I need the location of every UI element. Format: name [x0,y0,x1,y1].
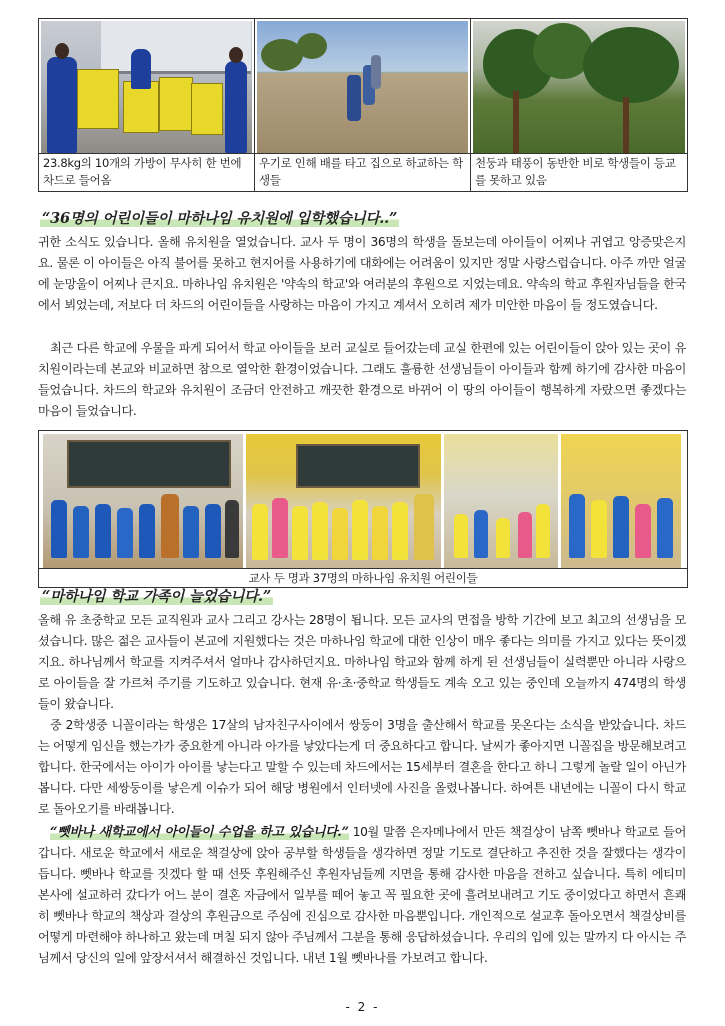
top-photo-cell-3 [471,19,687,191]
rainy-trees-photo [473,21,685,153]
kindergarten-photo-box [38,430,688,588]
section1-paragraph-2: 최근 다른 학교에 우물을 파게 되어서 학교 아이들을 보러 교실로 들어갔는데 교실 한편에 있는 어린이들이 앉아 있는 곳이 유치원이라는데 본교와 비교하면 참으로 열악한 환경이었습니다. 그래도 훌륭한 선생님들이 아이들과 함께 하기에 감사한 마음이 들었습니다. 차드의 학교와 유치원이 조금더 안전하고 깨끗한 환경으로 바뀌어 이 땅의 아이들이 행복하게 자랐으면 좋겠다는 마음이 들었습니다. [38,341,686,418]
flooded-road-photo [257,21,468,153]
kindergarten-class-photo-3 [444,434,557,568]
kindergarten-photo-caption: 교사 두 명과 37명의 마하나임 유치원 어린이들 [39,568,687,587]
section2-paragraph-2: 중 2학생중 니꼴이라는 학생은 17살의 남자친구사이에서 쌍둥이 3명을 출산해서 학교를 못온다는 소식을 받았습니다. 차드는 어떻게 임신을 했는가가 중요한게 아니라 아가를 낳았다는게 더 중요하다고 합니다. 날씨가 좋아지면 니꼴집을 방문해보려고 합니다. 한국에서는 아이가 아이를 낳는다고 말할 수 있는데 차드에서는 15세부터 결혼을 한다고 하니 그렇게 놀랄 일이 아닌가봅니다. 다만 세쌍둥이를 낳은게 이슈가 되어 해당 병원에서 인터넷에 사진을 올렸나봅니다. 하여튼 내년에는 니꼴이 다시 학교로 돌아오기를 바래봅니다. [38,718,686,816]
section2-heading: “마하나임 학교 가족이 늘었습니다.” [42,588,271,605]
section3-body: 나 학교로 들어갑니다. 새로운 학교에서 새로운 책걸상에 앉아 공부할 학생들을 생각하면 정말 기도로 결단하고 추진한 것을 잘했다는 생각이 듭니다. 뻿바나 학교를 짓겠다 할 때 선뜻 후원해주신 후원자님들께 지면을 통해 감사한 마음을 전하고 싶습니다. 특히 에티미 본사에 설교하러 갔다가 어느 분이 결혼 자금에서 일부를 떼어 놓고 꼭 필요한 곳에 흘려보내려고 기도 중이었다고 하면서 흔쾌히 뻿바나 학교의 책상과 걸상의 후원금으로 주심에 진심으로 감사한 마음뿐입니다. 개인적으로 설교후 돌아오면서 책걸상비를 어떻게 마련해야 하나하고 왔는데 며칠 되지 않아 주님께서 그분을 통해 응답하셨습니다. 우리의 입에 있는 말까지 다 아시는 주님께서 당신의 일에 앞장서셔서 해결하신 것입니다. 내년 1월 뻿바나를 가보려고 합니다. [38,825,686,965]
section1-heading: “36명의 어린이들이 마하나임 유치원에 입학했습니다..” [42,210,398,227]
top-photo-caption-1: 23.8kg의 10개의 가방이 무사히 한 번에 차드로 들어옴 [39,153,254,190]
section3-paragraph [38,822,686,969]
airport-luggage-photo [41,21,252,153]
top-photo-cell-1 [39,19,255,191]
section1-paragraph-1: 귀한 소식도 있습니다. 올해 유치원을 열었습니다. 교사 두 명이 36명의 학생을 돌보는데 아이들이 어찌나 귀엽고 앙증맞은지요. 물론 이 아이들은 아직 불어를 못하고 현지어를 사용하기에 대화에는 어려움이 있지만 정말 사랑스럽습니다. 아주 까만 얼굴에 눈망울이 어찌나 큰지요. 마하나임 유치원은 '약속의 학교'와 여러분의 후원으로 지었는데요. 약속의 학교 후원자님들을 한국에서 뵈었는데, 저보다 더 차드의 어린이들을 사랑하는 마음이 가지고 계셔서 오히려 제가 미안한 마음이 들 정도였습니다. [38,235,686,312]
top-photo-cell-2 [255,19,471,191]
top-photo-table [38,18,688,192]
kindergarten-class-photo-2 [246,434,441,568]
top-photo-caption-2: 우기로 인해 배를 타고 집으로 하교하는 학생들 [255,153,470,190]
section2-paragraph-1: 올해 유 초중학교 모든 교직원과 교사 그리고 강사는 28명이 됩니다. 모든 교사의 면접을 방학 기간에 보고 최고의 선생님을 모셨습니다. 많은 젊은 교사들이 본교에 지원했다는 것은 마하나임 학교에 대한 인상이 매우 좋다는 의미를 가지고 있다는 뜻이겠지요. 하나님께서 학교를 지켜주셔서 얼마나 감사하던지요. 마하나임 학교와 함께 하게 된 선생님들이 실력뿐만 아니라 사랑으로 아이들을 잘 가르쳐 주기를 기도하고 있습니다. 현재 유·초·중학교 학생들도 계속 오고 있는 중인데 오늘까지 474명의 학생들이 왔습니다. [38,613,686,711]
top-photo-caption-3: 천둥과 태풍이 동반한 비로 학생들이 등교를 못하고 있음 [471,153,687,190]
page-number: - 2 - [345,1000,380,1014]
section3-lead: 10월 말쯤 은자메나에서 만든 책걸상이 남쪽 뻿바 [352,825,610,839]
section3-heading: “뻿바나 새학교에서 아이들이 수업을 하고 있습니다.” [50,825,349,840]
kindergarten-class-photo-1 [43,434,243,568]
kindergarten-class-photo-4 [561,434,681,568]
